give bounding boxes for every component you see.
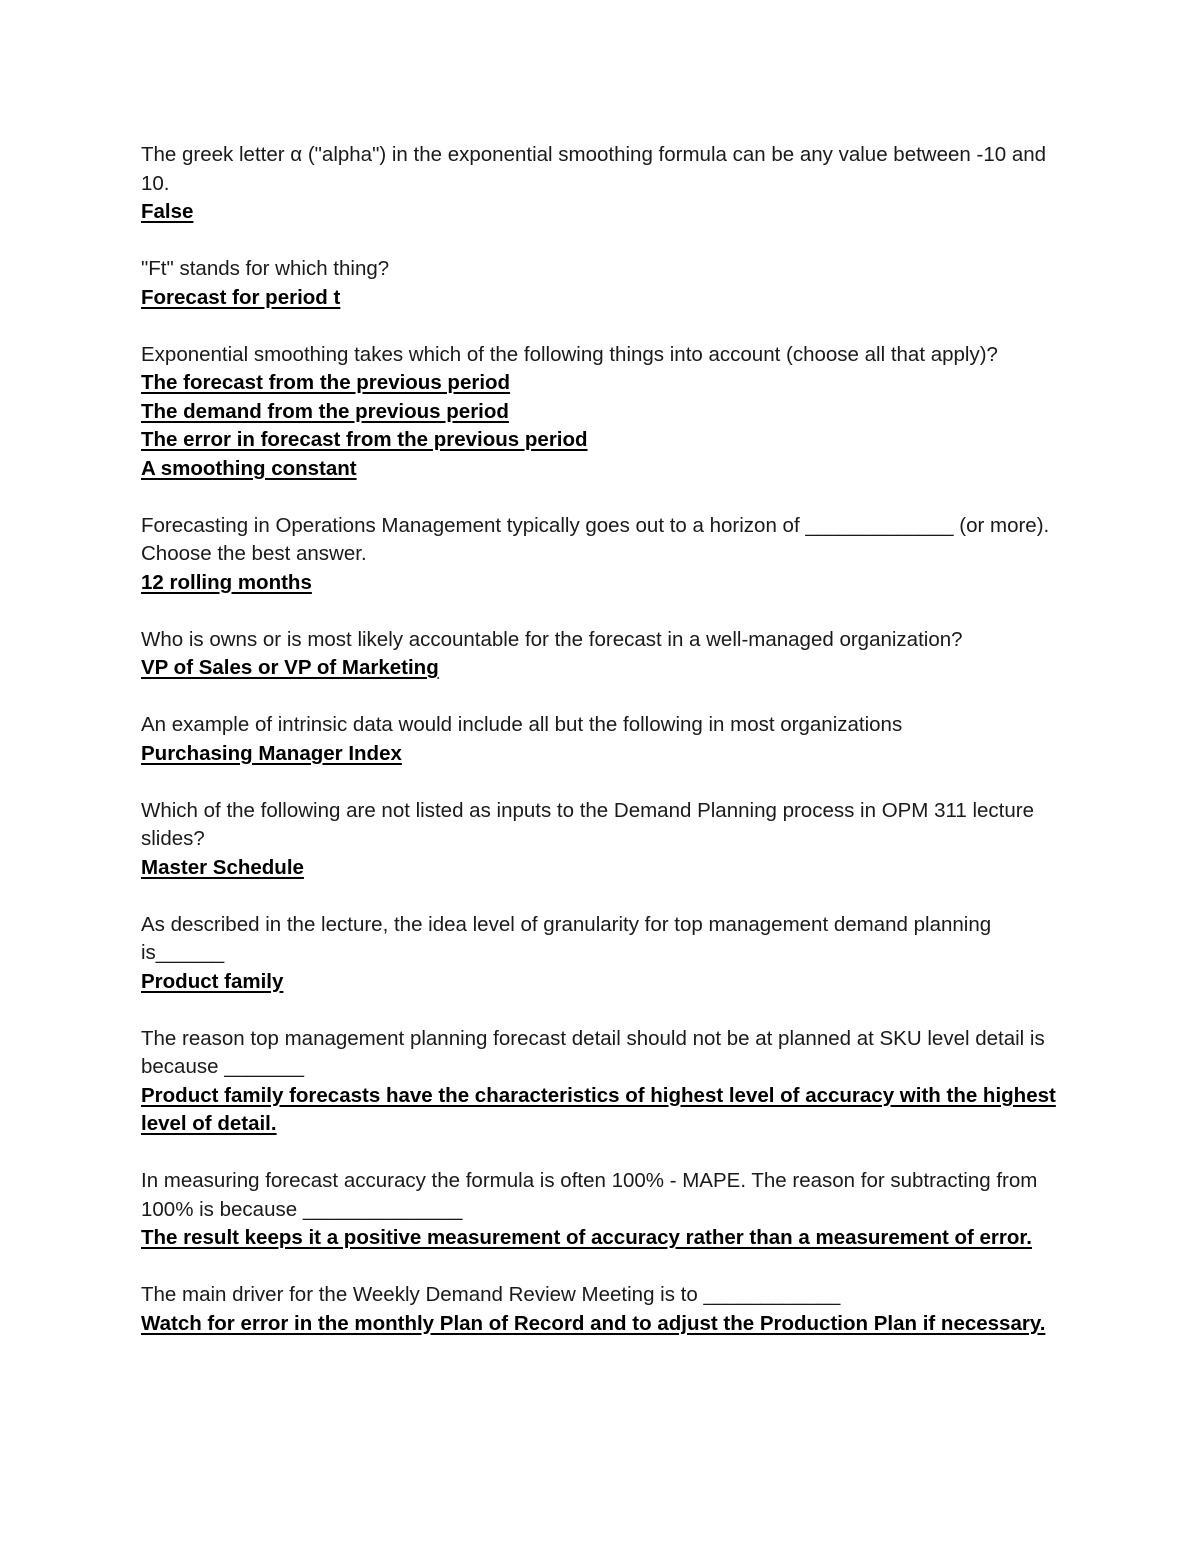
question-text: As described in the lecture, the idea level of granularity for top management demand planning is______ <box>141 912 992 964</box>
question-text: The reason top management planning forecast detail should not be at planned at SKU level detail is because _______ <box>141 1026 1045 1078</box>
question-text: "Ft" stands for which thing? <box>141 257 390 280</box>
question-text: Exponential smoothing takes which of the following things into account (choose all that apply)? <box>141 342 998 366</box>
qa-item <box>141 1167 1061 1253</box>
question-text: The main driver for the Weekly Demand Review Meeting is to ____________ <box>141 1283 841 1306</box>
qa-item <box>141 1281 1061 1338</box>
qa-item <box>141 255 1061 312</box>
answer-text: Master Schedule <box>141 855 304 879</box>
qa-item <box>141 141 1061 227</box>
question-text: An example of intrinsic data would include all but the following in most organizations <box>141 713 903 736</box>
answer-text: 12 rolling months <box>141 570 312 594</box>
answer-text: The forecast from the previous period <box>141 371 511 394</box>
question-text: In measuring forecast accuracy the formula is often 100% - MAPE. The reason for subtracting from 100% is because ______________ <box>141 1169 1038 1221</box>
question-text: The greek letter α ("alpha") in the exponential smoothing formula can be any value between -10 and 10. <box>141 143 1047 195</box>
answer-text: Product family <box>141 969 284 993</box>
qa-item <box>141 341 1061 484</box>
question-text: Which of the following are not listed as inputs to the Demand Planning process in OPM 311 lecture slides? <box>141 798 1034 850</box>
answer-text: Product family forecasts have the characteristics of highest level of accuracy with the highest level of detail. <box>141 1083 1056 1135</box>
qa-item <box>141 711 1061 768</box>
qa-item <box>141 1025 1061 1139</box>
document-page <box>141 141 1061 1367</box>
qa-item <box>141 626 1061 683</box>
answer-text: Purchasing Manager Index <box>141 741 402 765</box>
answer-text: A smoothing constant <box>141 456 357 480</box>
question-text: Who is owns or is most likely accountable for the forecast in a well-managed organization? <box>141 627 963 651</box>
answer-text: Forecast for period t <box>141 285 341 309</box>
answer-text: False <box>141 200 194 223</box>
qa-item <box>141 911 1061 997</box>
answer-text: Watch for error in the monthly Plan of Record and to adjust the Production Plan if necessary. <box>141 1311 1046 1335</box>
answer-text: The error in forecast from the previous period <box>141 428 588 451</box>
qa-item <box>141 797 1061 883</box>
question-text: Forecasting in Operations Management typically goes out to a horizon of _____________ (or more). Choose the best answer. <box>141 513 1050 565</box>
answer-text: The result keeps it a positive measurement of accuracy rather than a measurement of error. <box>141 1226 1032 1249</box>
answer-text: The demand from the previous period <box>141 399 509 423</box>
answer-text: VP of Sales or VP of Marketing <box>141 656 439 679</box>
qa-item <box>141 512 1061 598</box>
